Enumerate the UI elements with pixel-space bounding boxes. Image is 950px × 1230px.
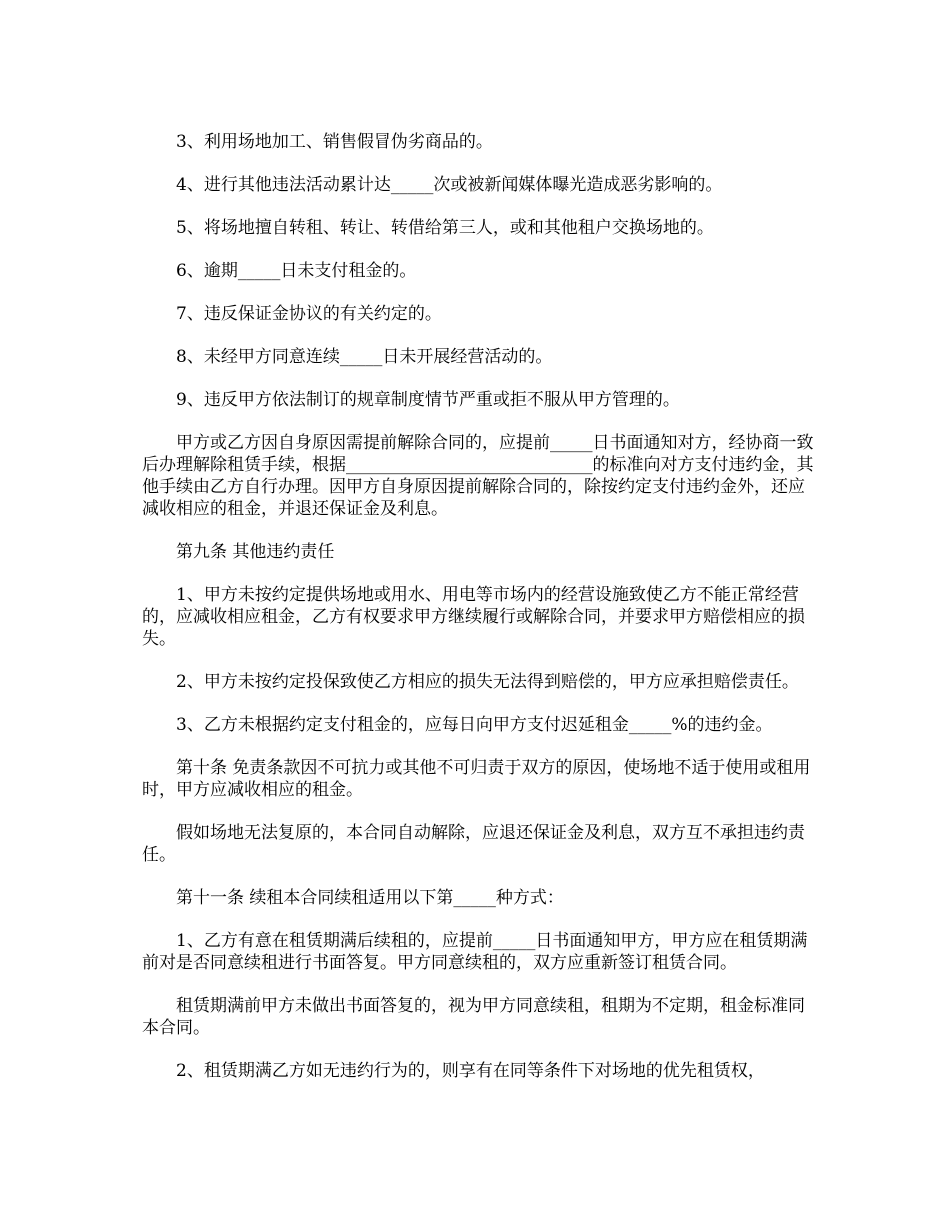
clause-item-3: 3、利用场地加工、销售假冒伪劣商品的。 xyxy=(176,132,493,152)
article-9-heading: 第九条 其他违约责任 xyxy=(176,542,335,562)
document-body xyxy=(142,131,814,1103)
clause-item-4: 4、进行其他违法活动累计达_____次或被新闻媒体曝光造成恶劣影响的。 xyxy=(176,175,723,195)
clause-item-8: 8、未经甲方同意连续_____日未开展经营活动的。 xyxy=(176,347,553,367)
early-termination-paragraph: 甲方或乙方因自身原因需提前解除合同的，应提前_____日书面通知对方，经协商一致后办理解除租赁手续，根据_____________________________的标准向对方支付违约金，其他手续由乙方自行办理。因甲方自身原因提前解除合同的，除按约定支付违约金外，还应减收相应的租金，并退还保证金及利息。 xyxy=(142,433,814,519)
article-11-item-1: 1、乙方有意在租赁期满后续租的，应提前_____日书面通知甲方，甲方应在租赁期满前对是否同意续租进行书面答复。甲方同意续租的，双方应重新签订租赁合同。 xyxy=(142,931,808,973)
clause-item-9: 9、违反甲方依法制订的规章制度情节严重或拒不服从甲方管理的。 xyxy=(176,390,680,410)
clause-item-7: 7、违反保证金协议的有关约定的。 xyxy=(176,304,442,324)
article-11-heading: 第十一条 续租本合同续租适用以下第_____种方式： xyxy=(176,888,564,908)
article-9-item-1: 1、甲方未按约定提供场地或用水、用电等市场内的经营设施致使乙方不能正常经营的，应减收相应租金，乙方有权要求甲方继续履行或解除合同，并要求甲方赔偿相应的损失。 xyxy=(142,585,805,649)
article-10-continuation: 假如场地无法复原的，本合同自动解除，应退还保证金及利息，双方互不承担违约责任。 xyxy=(142,823,805,865)
clause-item-5: 5、将场地擅自转租、转让、转借给第三人，或和其他租户交换场地的。 xyxy=(176,218,714,238)
article-9-item-3: 3、乙方未根据约定支付租金的，应每日向甲方支付迟延租金_____%的违约金。 xyxy=(176,715,773,735)
article-11-item-2: 2、租赁期满乙方如无违约行为的，则享有在同等条件下对场地的优先租赁权， xyxy=(176,1061,765,1081)
article-9-item-2: 2、甲方未按约定投保致使乙方相应的损失无法得到赔偿的，甲方应承担赔偿责任。 xyxy=(176,672,799,692)
clause-item-6: 6、逾期_____日未支付租金的。 xyxy=(176,261,417,281)
article-11-continuation: 租赁期满前甲方未做出书面答复的，视为甲方同意续租，租期为不定期，租金标准同本合同。 xyxy=(142,996,805,1038)
article-10-paragraph: 第十条 免责条款因不可抗力或其他不可归责于双方的原因，使场地不适于使用或租用时，甲方应减收相应的租金。 xyxy=(142,758,811,800)
